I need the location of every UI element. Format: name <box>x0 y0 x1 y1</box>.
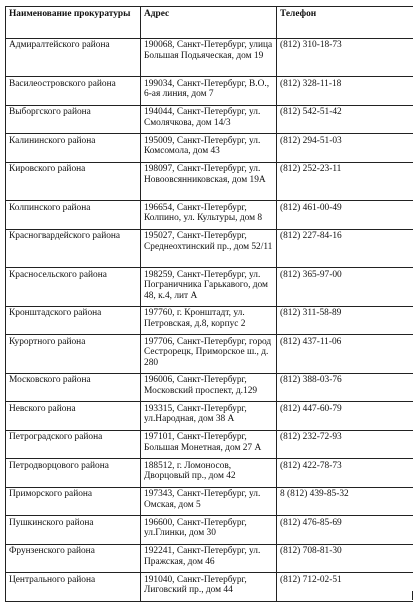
office-address: 195009, Санкт-Петербург, ул. Комсомола, дом 43 <box>141 134 277 163</box>
office-name: Петроградского района <box>6 430 141 459</box>
office-address: 199034, Санкт-Петербург, В.О., 6-ая линия, дом 7 <box>141 77 277 106</box>
table-row <box>6 38 413 77</box>
office-address: 191040, Санкт-Петербург, Лиговский пр., дом 44 <box>141 573 277 602</box>
office-address: 196654, Санкт-Петербург, Колпино, ул. Культуры, дом 8 <box>141 201 277 230</box>
table-row <box>6 134 413 163</box>
office-address: 190068, Санкт-Петербург, улица Большая Подьяческая, дом 19 <box>141 38 277 77</box>
office-phone: (812) 294-51-03 <box>277 134 413 163</box>
table-row <box>6 306 413 335</box>
header-address: Адрес <box>141 7 277 39</box>
table-row <box>6 373 413 402</box>
office-phone: (812) 311-58-89 <box>277 306 413 335</box>
office-name: Пушкинского района <box>6 516 141 545</box>
prosecutor-offices-table <box>5 6 413 602</box>
office-phone: (812) 447-60-79 <box>277 402 413 431</box>
table-row <box>6 430 413 459</box>
office-address: 188512, г. Ломоносов, Дворцовый пр., дом 42 <box>141 459 277 488</box>
office-name: Выборгского района <box>6 105 141 134</box>
office-address: 197760, г. Кронштадт, ул. Петровская, д.8, корпус 2 <box>141 306 277 335</box>
office-address: 198097, Санкт-Петербург, ул. Новоовсянниковская, дом 19А <box>141 162 277 201</box>
office-address: 197343, Санкт-Петербург, ул. Омская, дом 5 <box>141 487 277 516</box>
office-name: Петродворцового района <box>6 459 141 488</box>
office-name: Центрального района <box>6 573 141 602</box>
office-address: 193315, Санкт-Петербург, ул.Народная, дом 38 А <box>141 402 277 431</box>
office-name: Колпинского района <box>6 201 141 230</box>
column-divider <box>276 591 277 600</box>
office-name: Кировского района <box>6 162 141 201</box>
office-name: Калининского района <box>6 134 141 163</box>
office-address: 198259, Санкт-Петербург, ул. Пограничника Гарькавого, дом 48, к.4, лит А <box>141 268 277 307</box>
office-name: Приморского района <box>6 487 141 516</box>
office-phone: (812) 476-85-69 <box>277 516 413 545</box>
column-divider <box>140 591 141 600</box>
office-name: Адмиралтейского района <box>6 38 141 77</box>
office-name: Курортного района <box>6 335 141 374</box>
table-row <box>6 201 413 230</box>
office-phone: (812) 712-02-51 <box>277 573 413 602</box>
office-phone: (812) 232-72-93 <box>277 430 413 459</box>
table-row <box>6 335 413 374</box>
table-row <box>6 459 413 488</box>
table-row <box>6 544 413 573</box>
table-row <box>6 162 413 201</box>
table-row <box>6 402 413 431</box>
office-phone: (812) 252-23-11 <box>277 162 413 201</box>
office-address: 196006, Санкт-Петербург, Московский проспект, д.129 <box>141 373 277 402</box>
table-row <box>6 77 413 106</box>
office-phone: (812) 461-00-49 <box>277 201 413 230</box>
office-name: Невского района <box>6 402 141 431</box>
office-phone: (812) 422-78-73 <box>277 459 413 488</box>
office-phone: (812) 365-97-00 <box>277 268 413 307</box>
header-name: Наименование прокуратуры <box>6 7 141 39</box>
office-address: 194044, Санкт-Петербург, ул. Смолячкова, дом 14/3 <box>141 105 277 134</box>
table-header-row <box>6 7 413 39</box>
table-row <box>6 105 413 134</box>
office-phone: (812) 542-51-42 <box>277 105 413 134</box>
table-row <box>6 516 413 545</box>
office-phone: (812) 227-84-16 <box>277 229 413 268</box>
office-phone: (812) 708-81-30 <box>277 544 413 573</box>
office-phone: 8 (812) 439-85-32 <box>277 487 413 516</box>
office-name: Фрунзенского района <box>6 544 141 573</box>
office-name: Кронштадского района <box>6 306 141 335</box>
office-name: Красносельского района <box>6 268 141 307</box>
office-phone: (812) 328-11-18 <box>277 77 413 106</box>
office-address: 196600, Санкт-Петербург, ул.Глинки, дом 30 <box>141 516 277 545</box>
office-phone: (812) 388-03-76 <box>277 373 413 402</box>
table-continuation <box>5 591 413 600</box>
office-address: 197101, Санкт-Петербург, Большая Монетная, дом 27 А <box>141 430 277 459</box>
office-address: 195027, Санкт-Петербург, Среднеохтинский пр., дом 52/11 <box>141 229 277 268</box>
header-phone: Телефон <box>277 7 413 39</box>
office-name: Красногвардейского района <box>6 229 141 268</box>
office-address: 192241, Санкт-Петербург, ул. Пражская, дом 46 <box>141 544 277 573</box>
table-row <box>6 268 413 307</box>
office-phone: (812) 310-18-73 <box>277 38 413 77</box>
office-phone: (812) 437-11-06 <box>277 335 413 374</box>
office-name: Московского района <box>6 373 141 402</box>
table-row <box>6 229 413 268</box>
table-row <box>6 487 413 516</box>
office-address: 197706, Санкт-Петербург, город Сестрорецк, Приморское ш., д. 280 <box>141 335 277 374</box>
office-name: Василеостровского района <box>6 77 141 106</box>
